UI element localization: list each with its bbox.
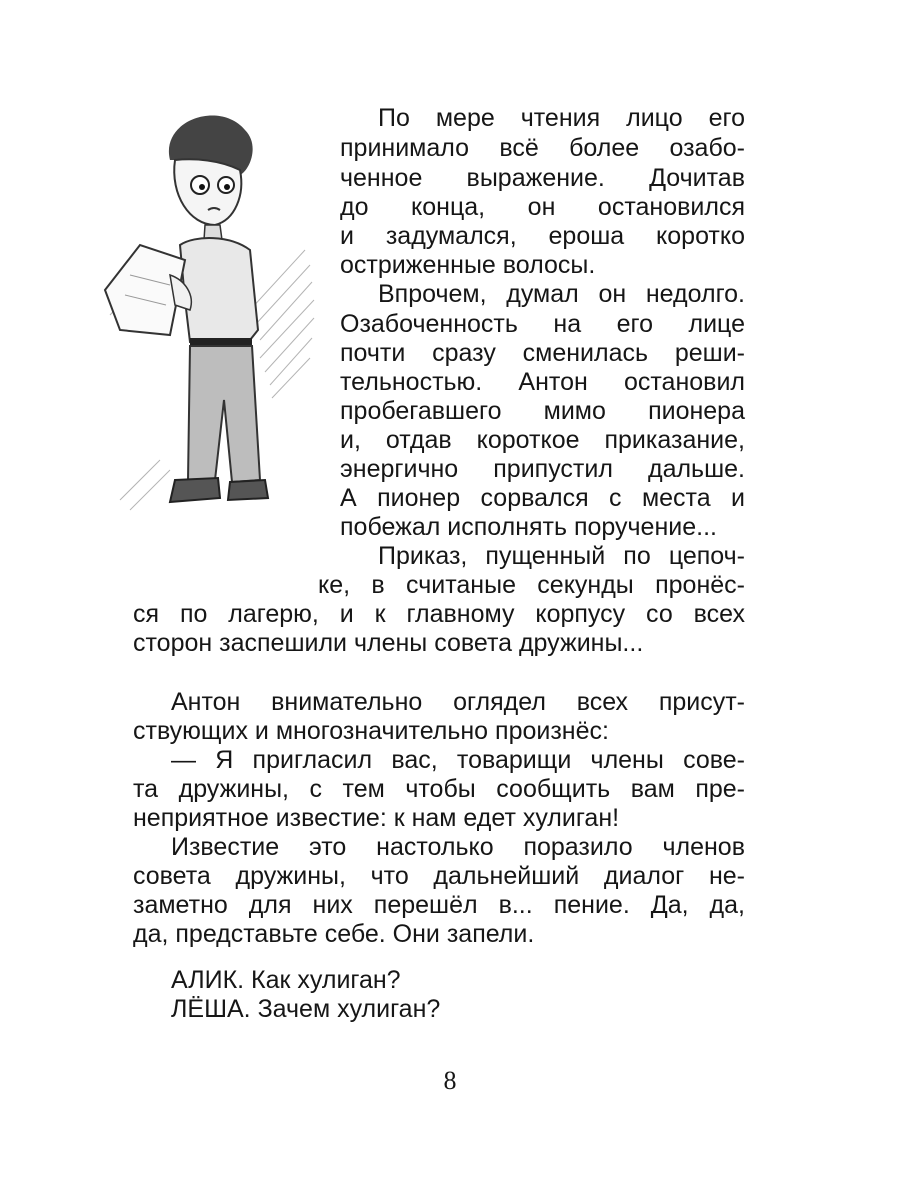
text-line: ке, в считаные секунды пронёс- [318, 571, 745, 599]
text-line: да, представьте себе. Они запели. [133, 920, 535, 948]
text-line: Антон внимательно оглядел всех присут- [171, 688, 745, 716]
text-line: до конца, он остановился [340, 193, 745, 221]
dialogue-line: ЛЁША. Зачем хулиган? [171, 995, 441, 1023]
text-line: По мере чтения лицо его [378, 104, 745, 132]
boy-reading-letter-illustration [100, 100, 320, 550]
text-line: пробегавшего мимо пионера [340, 397, 745, 425]
text-line: сторон заспешили члены совета дружины... [133, 629, 644, 657]
text-line: остриженные волосы. [340, 251, 596, 279]
text-line: тельностью. Антон остановил [340, 368, 745, 396]
text-line: заметно для них перешёл в... пение. Да, да, [133, 891, 745, 919]
text-line: — Я пригласил вас, товарищи члены сове- [171, 746, 745, 774]
text-line: и задумался, ероша коротко [340, 222, 745, 250]
text-line: Известие это настолько поразило членов [171, 833, 745, 861]
text-line: и, отдав короткое приказание, [340, 426, 745, 454]
text-line: та дружины, с тем чтобы сообщить вам пре- [133, 775, 745, 803]
text-line: побежал исполнять поручение... [340, 513, 717, 541]
text-line: неприятное известие: к нам едет хулиган! [133, 804, 620, 832]
text-line: энергично припустил дальше. [340, 455, 745, 483]
dialogue-line: АЛИК. Как хулиган? [171, 966, 401, 994]
text-line: принимало всё более озабо- [340, 134, 745, 162]
text-line: совета дружины, что дальнейший диалог не- [133, 862, 745, 890]
text-line: ся по лагерю, и к главному корпусу со всех [133, 600, 745, 628]
page-number: 8 [443, 1066, 457, 1095]
text-line: Озабоченность на его лице [340, 310, 745, 338]
text-line: ствующих и многозначительно произнёс: [133, 717, 609, 745]
text-line: Приказ, пущенный по цепоч- [378, 542, 745, 570]
text-line: Впрочем, думал он недолго. [378, 280, 745, 308]
text-line: почти сразу сменилась реши- [340, 339, 745, 367]
text-line: А пионер сорвался с места и [340, 484, 745, 512]
text-line: ченное выражение. Дочитав [340, 164, 745, 192]
